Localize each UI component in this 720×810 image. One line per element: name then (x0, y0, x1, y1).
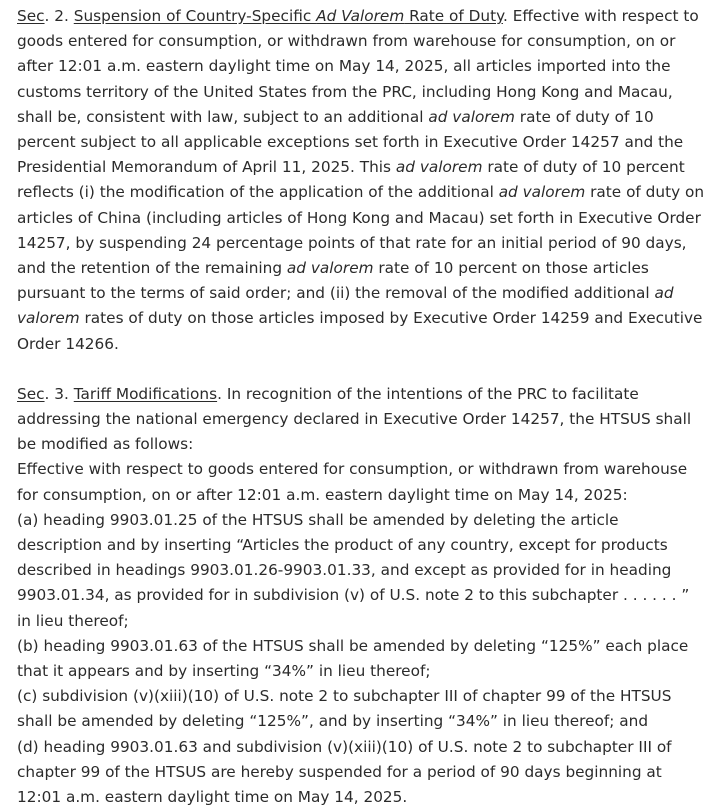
sec-2-text-6: rates of duty on those articles imposed by Executive Order 14259 and Executive Order 14266. (17, 309, 703, 353)
section-3 (17, 382, 706, 810)
sec-2-heading-italic: Ad Valorem (316, 7, 405, 25)
sec-2-heading-part-1: Suspension of Country-Specific (73, 7, 317, 25)
sec-2-heading (74, 7, 503, 25)
sec-3-item-a: (a) heading 9903.01.25 of the HTSUS shall be amended by deleting the article description and by inserting “Articles the product of any country, except for products described in headings 9903.01.26-9903.01.33, and except as provided for in heading 9903.01.34, as provided for in subdivision (v) of U.S. note 2 to this subchapter . . . . . . ” in lieu thereof; (17, 510, 690, 630)
sec-3-heading: Tariff Modifications (73, 384, 218, 403)
sec-3-effective-text: Effective with respect to goods entered for consumption, or withdrawn from warehouse for consumption, on or after 12:01 a.m. eastern daylight time on May 14, 2025: (17, 460, 688, 504)
sec-3-label: Sec (17, 384, 45, 403)
sec-3-item-c: (c) subdivision (v)(xiii)(10) of U.S. note 2 to subchapter III of chapter 99 of the HTSUS shall be amended by deleting “125%”, and by inserting “34%” in lieu thereof; and (17, 687, 672, 731)
sec-3-heading-period: . (217, 384, 222, 403)
sec-2-heading-period: . (502, 7, 508, 25)
sec-2-heading-part-2: Rate of Duty (404, 7, 503, 25)
section-2-paragraph (17, 4, 706, 357)
sec-2-italic-2: ad valorem (395, 158, 483, 177)
sec-3-item-d: (d) heading 9903.01.63 and subdivision (v)(xiii)(10) of U.S. note 2 to subchapter III of chapter 99 of the HTSUS are hereby suspended for a period of 90 days beginning at 12:01 a.m. eastern daylight time on May 14, 2025. (17, 737, 672, 807)
sec-2-text-2: rate of duty of 10 percent subject to all applicable exceptions set forth in Executive Order 14257 and the Presidential Memorandum of April 11, 2025. This (17, 107, 684, 177)
section-3-intro-paragraph (17, 382, 706, 458)
sec-2-text-4: rate of duty on articles of China (including articles of Hong Kong and Macau) set forth in Executive Order 14257, by suspending 24 percentage points of that rate for an initial period of 90 days, and the retention of the remaining (17, 183, 705, 278)
sec-2-label: Sec (17, 7, 45, 25)
section-2 (17, 4, 706, 357)
sec-2-italic-3: ad valorem (498, 183, 586, 202)
sec-3-intro-text: In recognition of the intentions of the PRC to facilitate addressing the national emergency declared in Executive Order 14257, the HTSUS shall be modified as follows: (17, 384, 692, 454)
sec-2-italic-5: ad valorem (17, 284, 674, 328)
sec-2-text-1: Effective with respect to goods entered for consumption, or withdrawn from warehouse for consumption, on or after 12:01 a.m. eastern daylight time on May 14, 2025, all articles imported into the customs territory of the United States from the PRC, including Hong Kong and Macau, shall be, consistent with law, subject to an additional (17, 7, 699, 126)
sec-3-item-b: (b) heading 9903.01.63 of the HTSUS shall be amended by deleting “125%” each place that it appears and by inserting “34%” in lieu thereof; (17, 636, 689, 681)
sec-2-italic-1: ad valorem (428, 107, 515, 126)
sec-3-number: . 3. (44, 384, 69, 403)
sec-2-text-5: rate of 10 percent on those articles pursuant to the terms of said order; and (ii) the removal of the modified additional (17, 259, 655, 303)
sec-2-text-3: rate of duty of 10 percent reflects (i) the modification of the application of the additional (17, 158, 685, 202)
sec-2-number: . 2. (44, 7, 69, 25)
sec-2-italic-4: ad valorem (286, 259, 374, 278)
